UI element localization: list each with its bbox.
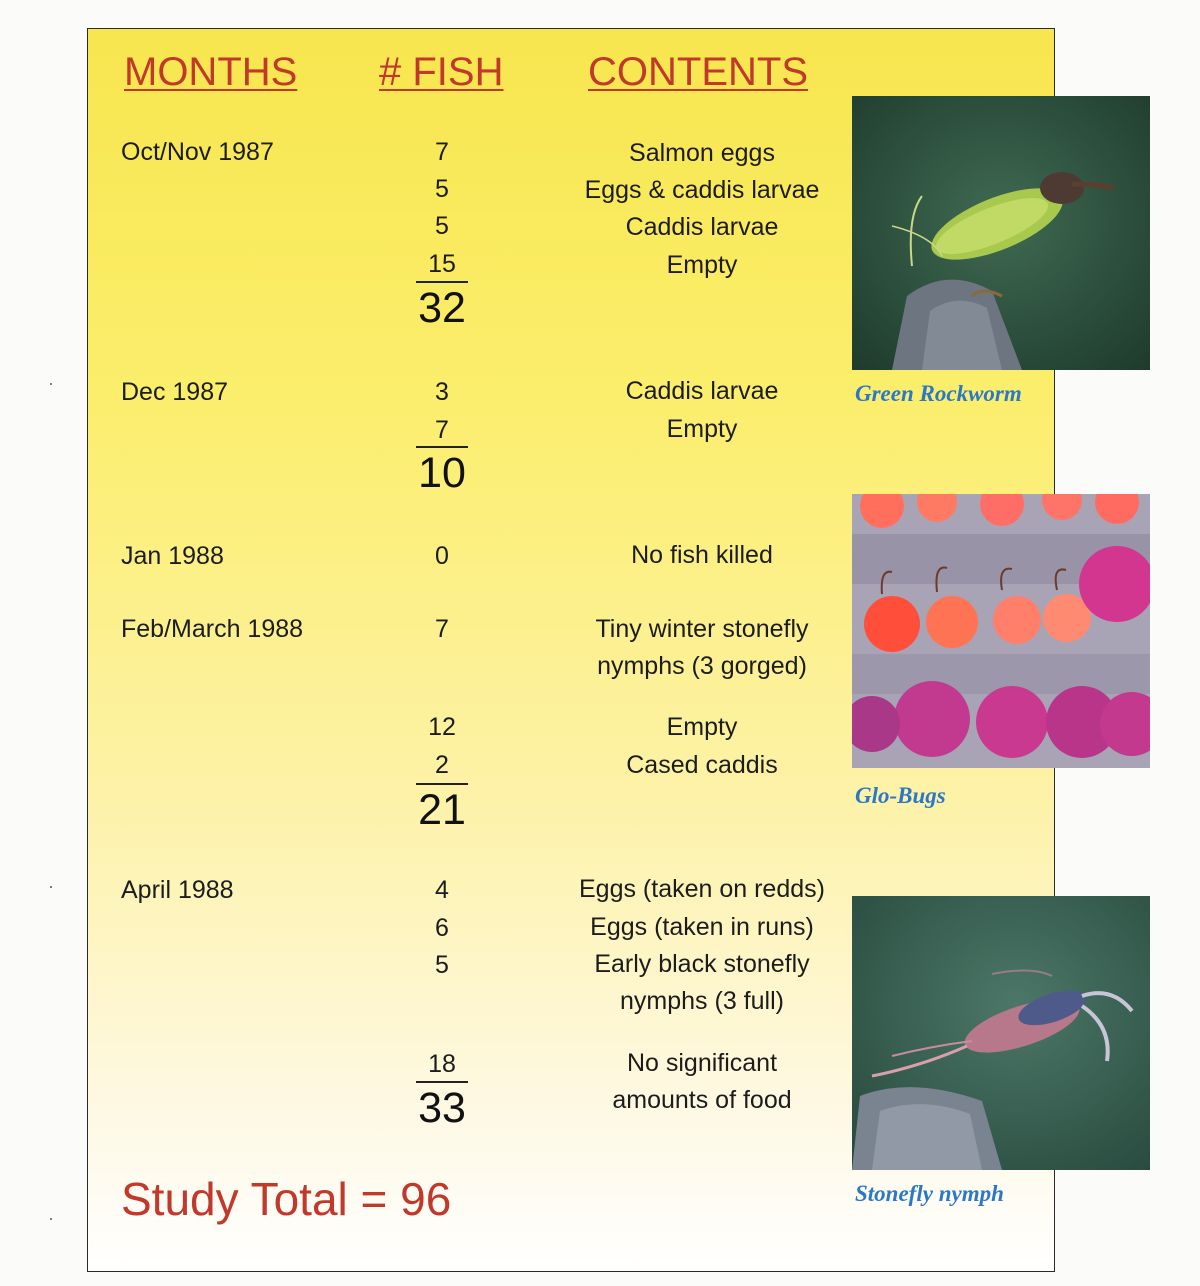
fish-count: 5 [435, 951, 449, 979]
months-header: MONTHS [124, 50, 298, 94]
group-total: 21 [418, 786, 466, 834]
fish-count: 18 [428, 1050, 456, 1078]
photo-caption: Green Rockworm [855, 381, 1022, 406]
contents-text: Eggs (taken on redds) [579, 875, 825, 903]
margin-dot [50, 1218, 52, 1220]
margin-dot [50, 383, 52, 385]
fish-count: 15 [428, 250, 456, 278]
sum-rule [416, 446, 468, 448]
group-total: 32 [418, 284, 466, 332]
photo-caption: Glo-Bugs [855, 783, 946, 808]
contents-header: CONTENTS [588, 50, 808, 94]
sum-rule [416, 1081, 468, 1083]
month-label: Jan 1988 [121, 542, 224, 570]
sum-rule [416, 783, 468, 785]
fish-count: 2 [435, 751, 449, 779]
month-label: April 1988 [121, 876, 234, 904]
contents-text: Eggs (taken in runs) [590, 913, 814, 941]
fish-count: 5 [435, 175, 449, 203]
fish-count: 3 [435, 378, 449, 406]
stonefly-nymph-photo [852, 896, 1150, 1170]
green-rockworm-photo [852, 96, 1150, 370]
glo-bugs-photo [852, 494, 1150, 768]
fish-count: 7 [435, 615, 449, 643]
month-label: Dec 1987 [121, 378, 229, 406]
contents-text: No fish killed [631, 541, 773, 569]
fish-count: 12 [428, 713, 456, 741]
fish-count-header: # FISH [379, 50, 504, 94]
contents-text: Early black stonefly nymphs (3 full) [594, 950, 810, 1015]
group-total: 33 [418, 1084, 466, 1132]
contents-text: Eggs & caddis larvae [584, 176, 820, 204]
month-label: Feb/March 1988 [121, 615, 304, 643]
fish-count: 7 [435, 138, 449, 166]
contents-text: Tiny winter stonefly nymphs (3 gorged) [595, 615, 809, 680]
group-total: 10 [418, 449, 466, 497]
contents-text: Salmon eggs [629, 139, 775, 167]
month-label: Oct/Nov 1987 [121, 138, 274, 166]
contents-text: Caddis larvae [625, 377, 779, 405]
fish-count: 5 [435, 212, 449, 240]
fish-count: 7 [435, 416, 449, 444]
sum-rule [416, 281, 468, 283]
contents-text: Caddis larvae [625, 213, 779, 241]
contents-text: Cased caddis [626, 751, 778, 779]
margin-dot [50, 886, 52, 888]
fish-count: 6 [435, 914, 449, 942]
fish-count: 4 [435, 876, 449, 904]
contents-text: Empty [666, 251, 738, 279]
contents-text: No significant amounts of food [612, 1049, 792, 1114]
contents-text: Empty [666, 415, 738, 443]
contents-text: Empty [666, 713, 738, 741]
photo-caption: Stonefly nymph [855, 1181, 1004, 1206]
study-total: Study Total = 96 [121, 1173, 452, 1225]
fish-count: 0 [435, 542, 449, 570]
